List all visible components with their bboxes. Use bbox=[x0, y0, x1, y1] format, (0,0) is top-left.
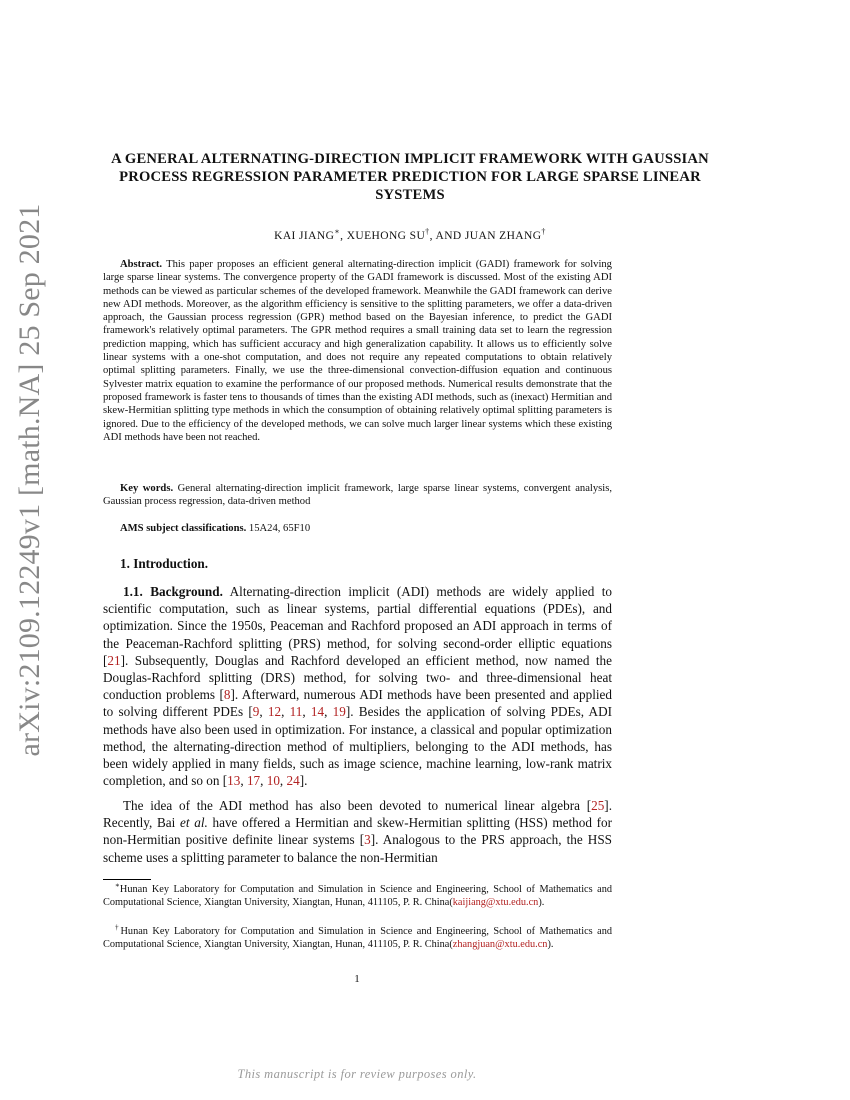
review-watermark: This manuscript is for review purposes only. bbox=[237, 1067, 477, 1081]
section-heading: 1. Introduction. bbox=[120, 556, 209, 571]
footnote-text: Hunan Key Laboratory for Computation and Simulation in Science and Engineering, School of Mathematics and Computational Science, Xiangtan University, Xiangtan, Hunan, 411105, P. R. China( bbox=[103, 926, 612, 950]
abstract-label: Abstract. bbox=[120, 259, 163, 270]
body-text: The idea of the ADI method has also been devoted to numerical linear algebra [ bbox=[123, 798, 592, 813]
footnote-kai-jiang bbox=[103, 883, 612, 909]
abstract-text: This paper proposes an efficient general alternating-direction implicit (GADI) framework for solving large sparse linear systems. The convergence property of the GADI framework is discussed. Most of the existing ADI methods can be viewed as particular schemes of the developed framework. Meanwhile the GADI framework can derive new ADI methods. Moreover, as the algorithm efficiency is sensitive to the splitting parameters, we offer a data-driven approach, the Gaussian process regression (GPR) method based on the Bayesian inference, to predict the GADI framework's relatively optimal parameters. The GPR method requires a small training data set to learn the regression prediction mapping, which has sufficient accuracy and high generalization capability. It allows us to efficiently solve linear systems with a one-shot computation, and does not require any repeated computations to obtain relatively optimal splitting parameters. Finally, we use the three-dimensional convection-diffusion equation and continuous Sylvester matrix equation to examine the performance of our proposed methods. Numerical results demonstrate that the proposed framework is faster tens to thousands of times than the existing ADI methods, such as (inexact) Hermitian and skew-Hermitian splitting type methods in which the consumption of obtaining relatively optimal splitting parameters is ignored. Due to the efficiency of the developed methods, we can solve much larger linear systems which these existing ADI methods have been not reached. bbox=[103, 259, 612, 443]
author-footnote-mark[interactable]: † bbox=[541, 227, 546, 237]
citation-link[interactable]: 21 bbox=[107, 652, 121, 668]
citation-link[interactable]: 19 bbox=[332, 704, 346, 720]
footnote-rule bbox=[103, 879, 151, 880]
paragraph-adi-linear-algebra bbox=[103, 797, 612, 866]
separator: , bbox=[302, 704, 311, 720]
body-text: ]. bbox=[299, 773, 308, 789]
separator: , bbox=[240, 773, 247, 789]
citation-link[interactable]: 9 bbox=[252, 704, 260, 720]
abstract bbox=[103, 258, 612, 444]
footnote-mark: ∗ bbox=[115, 881, 120, 890]
arxiv-identifier: arXiv:2109.12249v1 [math.NA] 25 Sep 2021 bbox=[13, 203, 46, 757]
citation-link[interactable]: 8 bbox=[223, 687, 231, 703]
citation-link[interactable]: 13 bbox=[227, 773, 241, 789]
email-link[interactable]: zhangjuan@xtu.edu.cn bbox=[452, 939, 548, 950]
author-xuehong-su: XUEHONG SU bbox=[346, 230, 426, 242]
body-text: ]. Analogous to the PRS approach, the HSS scheme uses a splitting parameter to balance the non-Hermitian bbox=[103, 832, 612, 865]
citation-link[interactable]: 17 bbox=[246, 773, 261, 789]
separator: , bbox=[260, 773, 267, 789]
body-text: ]. Subsequently, Douglas and Rachford developed an efficient method, now named the Douglas-Rachford splitting (DRS) method, for solving two- and three-dimensional heat conduction problems [ bbox=[103, 652, 612, 703]
citation-link[interactable]: 11 bbox=[289, 704, 303, 720]
body-text: ]. Besides the application of solving PDEs, ADI methods have also been used in optimization. For instance, a classical and popular optimization method, the alternating-direction method of multipliers, belonging to the ADI methods, has been widely applied in many fields, such as image science, machine learning, low-rank matrix completion, and so on [ bbox=[103, 704, 612, 789]
citation-link[interactable]: 10 bbox=[266, 773, 280, 789]
et-al: et al. bbox=[180, 815, 208, 831]
keywords bbox=[103, 482, 612, 509]
paragraph-background bbox=[103, 583, 612, 789]
author-list bbox=[100, 227, 720, 242]
page-number: 1 bbox=[354, 973, 360, 985]
author-footnote-mark[interactable]: ∗ bbox=[334, 227, 341, 237]
footnote-text: ). bbox=[538, 897, 545, 908]
body-text: have offered a Hermitian and skew-Hermitian splitting (HSS) method for non-Hermitian positive definite linear systems [ bbox=[103, 815, 613, 848]
author-separator: , bbox=[340, 230, 347, 242]
author-separator: , AND bbox=[429, 230, 465, 242]
body-text: ]. Recently, Bai bbox=[103, 798, 612, 831]
footnote-mark: † bbox=[115, 923, 121, 932]
author-footnote-mark[interactable]: † bbox=[425, 227, 430, 237]
paper-title: A GENERAL ALTERNATING-DIRECTION IMPLICIT FRAMEWORK WITH GAUSSIAN PROCESS REGRESSION PARAMETER PREDICTION FOR LARGE SPARSE LINEAR SYSTEMS bbox=[111, 151, 709, 203]
footnote-text: ). bbox=[547, 939, 554, 950]
body-text: Alternating-direction implicit (ADI) methods are widely applied to scientific computation, such as linear systems, partial differential equations (PDEs), and optimization. Since the 1950s, Peaceman and Rachford proposed an ADI approach in terms of the Peaceman-Rachford splitting (PRS) method, for solving second-order elliptic equations [ bbox=[103, 584, 612, 668]
footnote-su-zhang bbox=[103, 925, 612, 951]
arxiv-sidebar-stamp bbox=[2, 203, 58, 757]
keywords-text: General alternating-direction implicit framework, large sparse linear systems, convergent analysis, Gaussian process regression, data-driven method bbox=[103, 483, 612, 508]
separator: , bbox=[259, 704, 268, 720]
email-link[interactable]: kaijiang@xtu.edu.cn bbox=[452, 897, 539, 908]
citation-link[interactable]: 25 bbox=[591, 798, 605, 813]
separator: , bbox=[279, 773, 287, 789]
citation-link[interactable]: 14 bbox=[310, 704, 325, 720]
footnote-text: Hunan Key Laboratory for Computation and Simulation in Science and Engineering, School of Mathematics and Computational Science, Xiangtan University, Xiangtan, Hunan, 411105, P. R. China( bbox=[103, 884, 612, 908]
ams-label: AMS subject classifications. bbox=[120, 523, 247, 534]
body-text: ]. Afterward, numerous ADI methods have been presented and applied to solving different PDEs [ bbox=[103, 687, 612, 720]
ams-classification bbox=[120, 523, 310, 534]
subsection-heading: 1.1. Background. bbox=[123, 584, 223, 599]
author-juan-zhang: JUAN ZHANG bbox=[464, 230, 542, 242]
keywords-label: Key words. bbox=[120, 483, 174, 494]
author-kai-jiang: KAI JIANG bbox=[274, 230, 335, 242]
ams-codes: 15A24, 65F10 bbox=[248, 523, 311, 534]
citation-link[interactable]: 3 bbox=[364, 832, 371, 848]
separator: , bbox=[324, 704, 333, 720]
separator: , bbox=[281, 704, 290, 720]
citation-link[interactable]: 24 bbox=[286, 773, 300, 789]
citation-link[interactable]: 12 bbox=[267, 704, 282, 720]
